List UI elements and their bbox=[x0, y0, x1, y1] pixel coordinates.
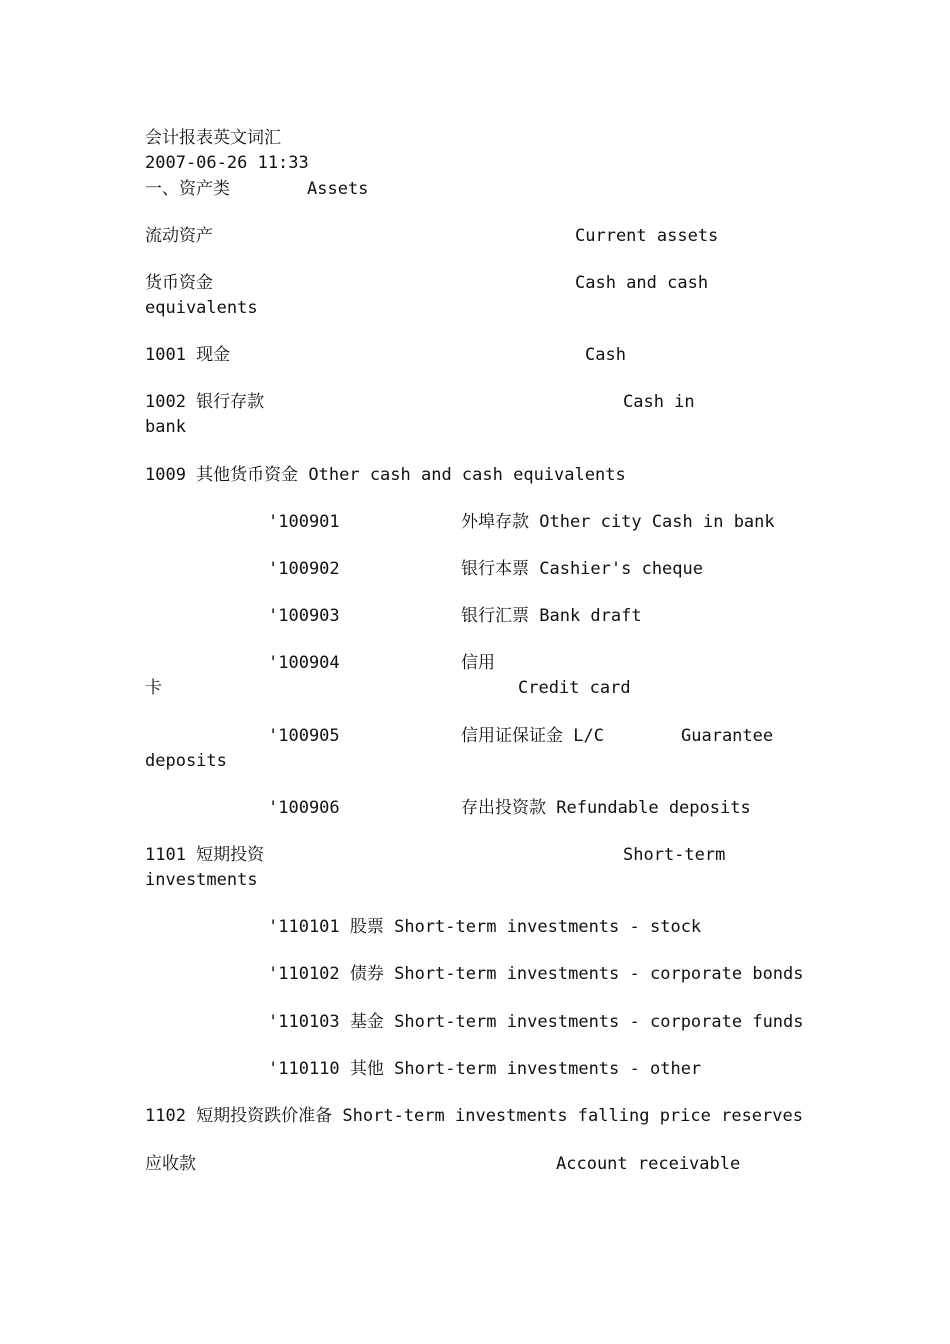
account-1002-en-cont: bank bbox=[145, 417, 186, 437]
doc-date: 2007-06-26 11:33 bbox=[145, 153, 309, 173]
doc-title: 会计报表英文词汇 bbox=[145, 128, 281, 148]
sub-100903-text: 银行汇票 Bank draft bbox=[461, 606, 642, 626]
sub-100902-text: 银行本票 Cashier's cheque bbox=[461, 559, 703, 579]
sub-100903-code: '100903 bbox=[268, 606, 340, 626]
sub-100904-en: Credit card bbox=[518, 678, 631, 698]
sub-110110: '110110 其他 Short-term investments - other bbox=[268, 1059, 702, 1079]
account-1009: 1009 其他货币资金 Other cash and cash equivalents bbox=[145, 465, 626, 485]
section-heading-en: Assets bbox=[307, 179, 369, 199]
sub-100901-text: 外埠存款 Other city Cash in bank bbox=[461, 512, 775, 532]
receivable-cn: 应收款 bbox=[145, 1154, 196, 1174]
sub-110103: '110103 基金 Short-term investments - corporate funds bbox=[268, 1012, 804, 1032]
current-assets-cn: 流动资产 bbox=[145, 226, 213, 246]
sub-110101: '110101 股票 Short-term investments - stock bbox=[268, 917, 702, 937]
sub-100905-text-cont: deposits bbox=[145, 751, 227, 771]
account-1101-cn: 1101 短期投资 bbox=[145, 845, 265, 865]
sub-100906-text: 存出投资款 Refundable deposits bbox=[461, 798, 751, 818]
monetary-funds-cn: 货币资金 bbox=[145, 273, 213, 293]
sub-100905-text-b: Guarantee bbox=[681, 726, 774, 746]
account-1101-en: Short-term bbox=[623, 845, 726, 865]
account-1102: 1102 短期投资跌价准备 Short-term investments falling price reserves bbox=[145, 1106, 803, 1126]
account-1001-en: Cash bbox=[585, 345, 626, 365]
monetary-funds-en: Cash and cash bbox=[575, 273, 709, 293]
monetary-funds-en-cont: equivalents bbox=[145, 298, 258, 318]
sub-100905-code: '100905 bbox=[268, 726, 340, 746]
account-1002-cn: 1002 银行存款 bbox=[145, 392, 265, 412]
account-1002-en: Cash in bbox=[623, 392, 695, 412]
sub-100905-text: 信用证保证金 L/C bbox=[461, 726, 604, 746]
sub-100904-cn: 信用 bbox=[461, 653, 495, 673]
account-1001-cn: 1001 现金 bbox=[145, 345, 231, 365]
sub-100904-code: '100904 bbox=[268, 653, 340, 673]
current-assets-en: Current assets bbox=[575, 226, 719, 246]
receivable-en: Account receivable bbox=[556, 1154, 741, 1174]
sub-100901-code: '100901 bbox=[268, 512, 340, 532]
account-1101-en-cont: investments bbox=[145, 870, 258, 890]
sub-100906-code: '100906 bbox=[268, 798, 340, 818]
sub-100902-code: '100902 bbox=[268, 559, 340, 579]
sub-110102: '110102 债券 Short-term investments - corporate bonds bbox=[268, 964, 804, 984]
sub-100904-cn-cont: 卡 bbox=[145, 678, 162, 698]
section-heading-cn: 一、资产类 bbox=[145, 179, 230, 199]
